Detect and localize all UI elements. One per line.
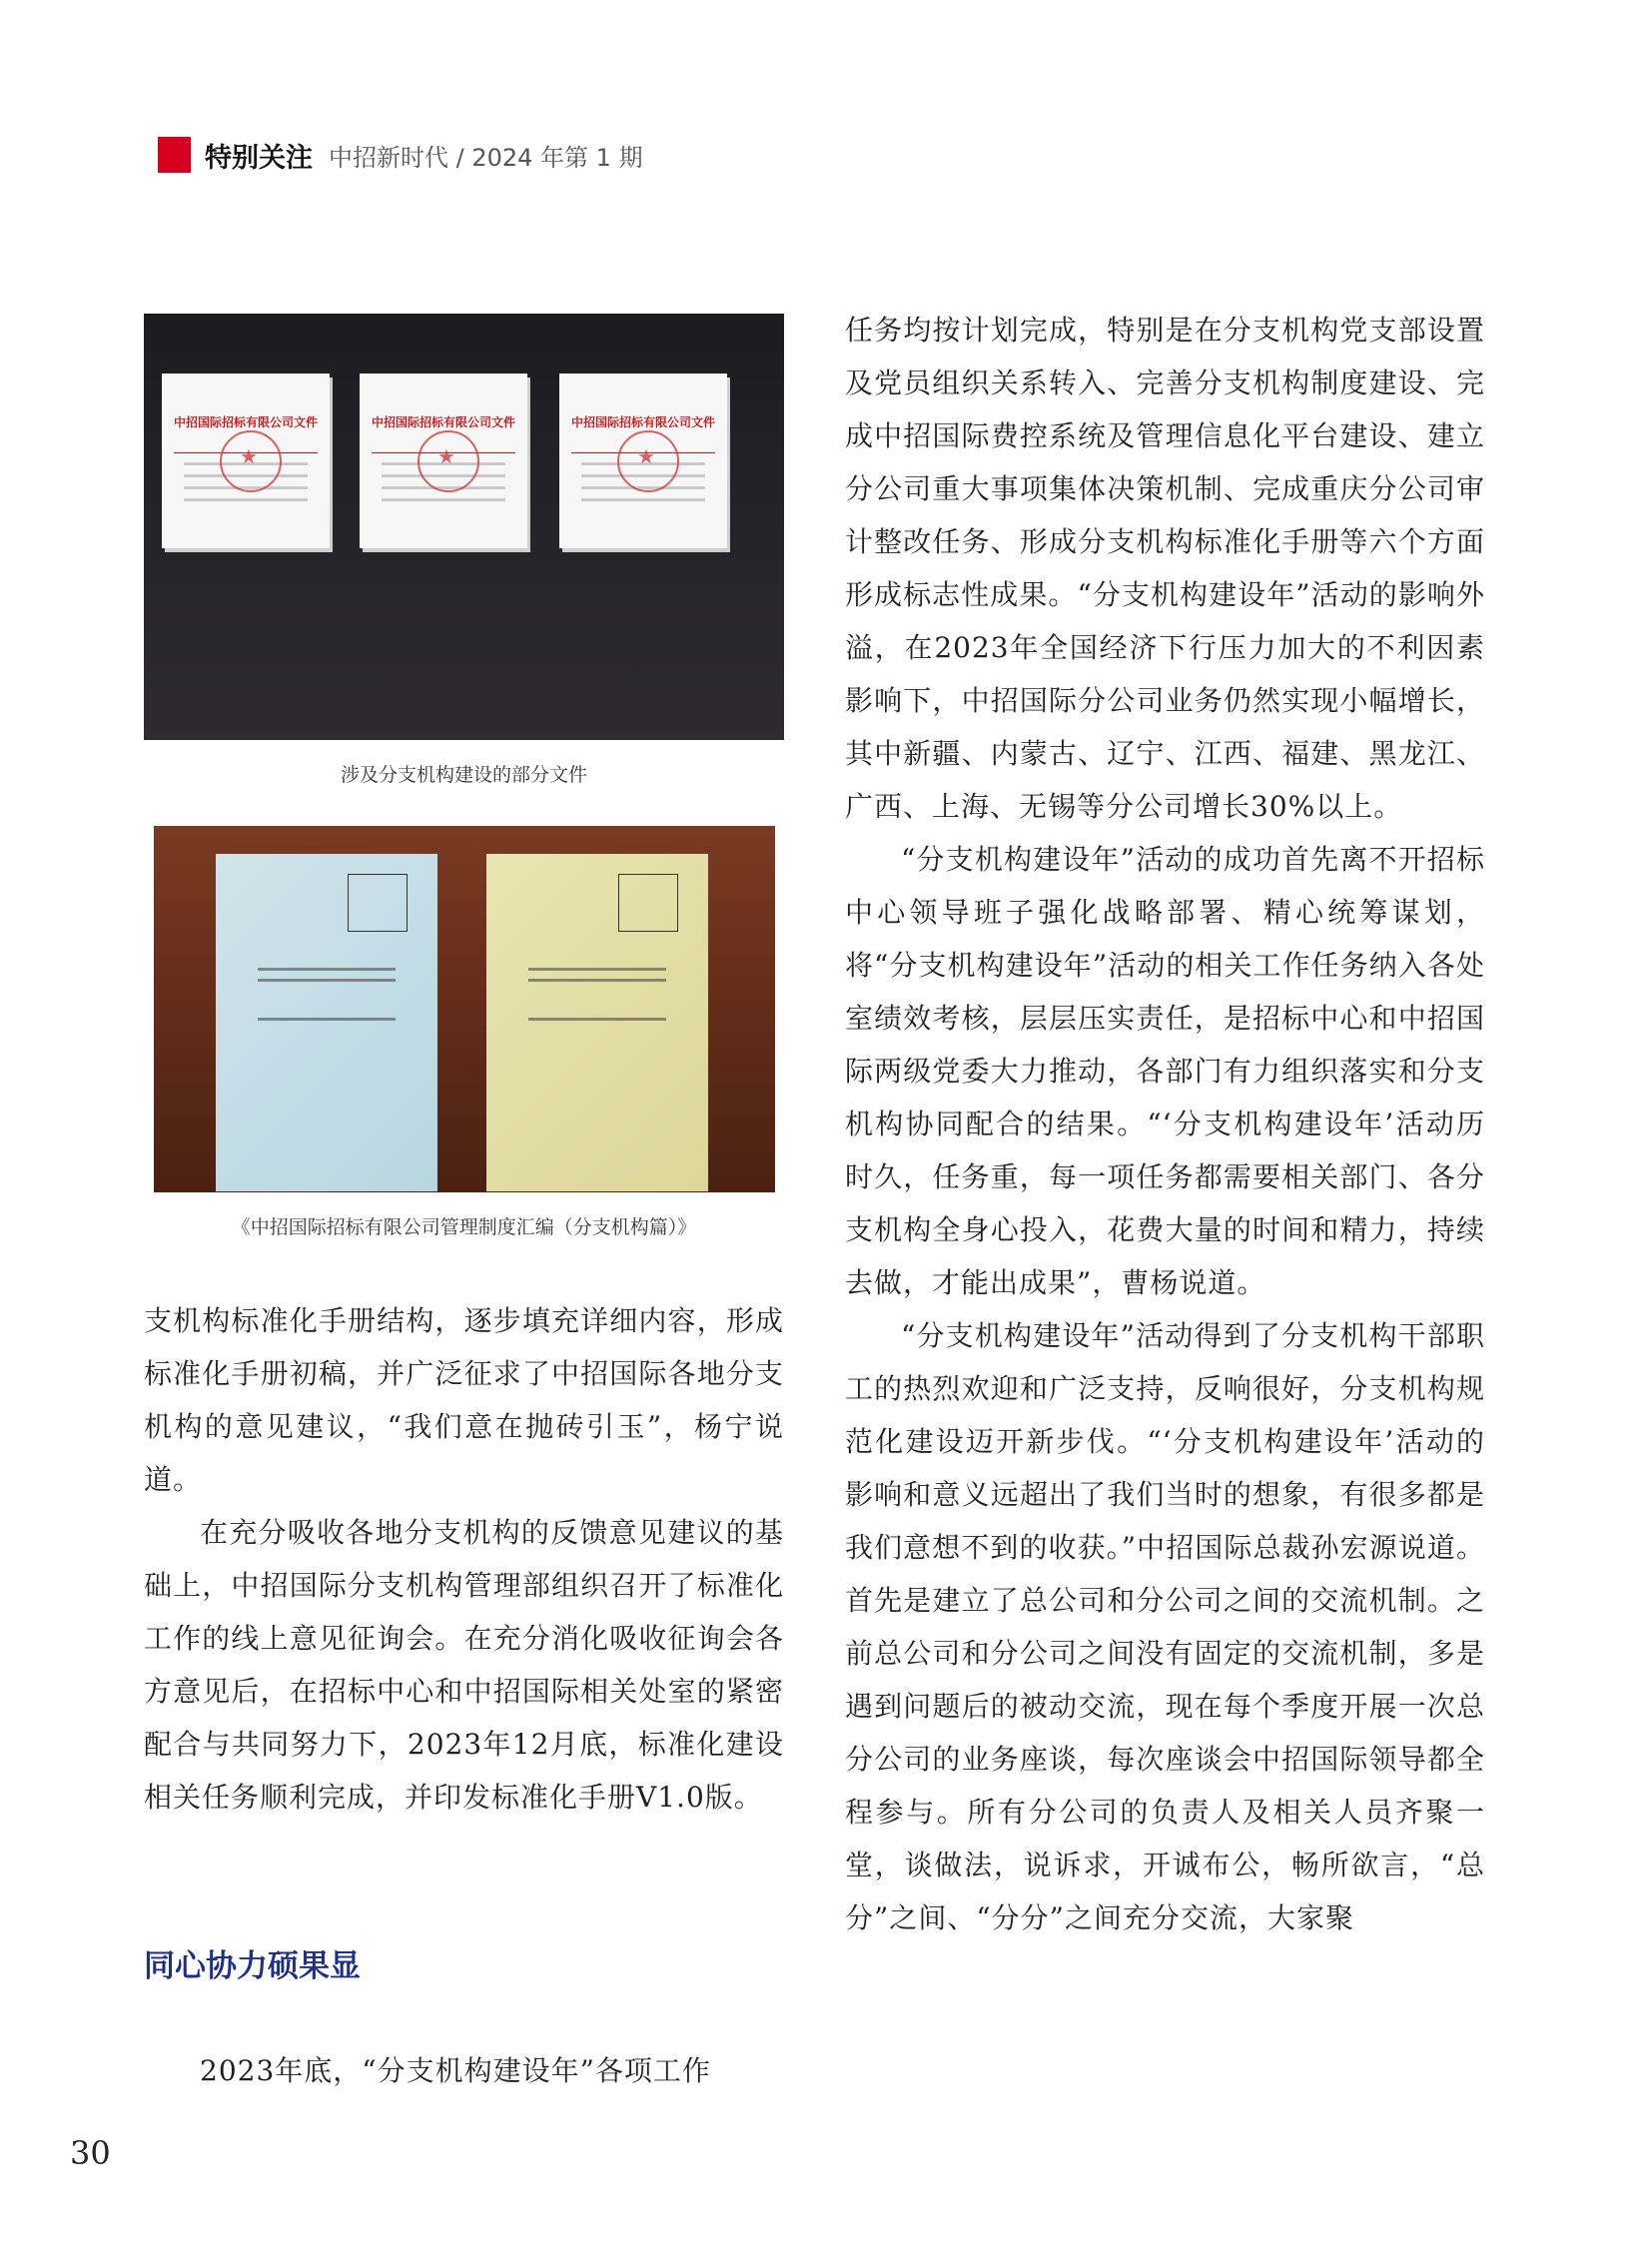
document-1-title: 中招国际招标有限公司文件 [173, 415, 318, 429]
paragraph: 任务均按计划完成，特别是在分支机构党支部设置及党员组织关系转入、完善分支机构制度建设、完成中招国际费控系统及管理信息化平台建设、建立分公司重大事项集体决策机制、完成重庆分公司审计整改任务、形成分支机构标准化手册等六个方面形成标志性成果。“分支机构建设年”活动的影响外溢，在2023年全国经济下行压力加大的不利因素影响下，中招国际分公司业务仍然实现小幅增长，其中新疆、内蒙古、辽宁、江西、福建、黑龙江、广西、上海、无锡等分公司增长30%以上。 [845, 314, 1485, 823]
right-column [845, 304, 1485, 1944]
document-3 [559, 374, 727, 548]
document-2-title: 中招国际招标有限公司文件 [371, 415, 515, 429]
confidential-stamp [618, 874, 678, 932]
paragraph: 在充分吸收各地分支机构的反馈意见建议的基础上，中招国际分支机构管理部组织召开了标准化工作的线上意见征询会。在充分消化吸收征询会各方意见后，在招标中心和中招国际相关处室的紧密配合与共同努力下，2023年12月底，标准化建设相关任务顺利完成，并印发标准化手册V1.0版。 [144, 1516, 784, 1814]
section-subheading: 同心协力硕果显 [144, 1948, 361, 1984]
photo-documents [144, 314, 784, 740]
document-1 [162, 374, 330, 548]
paragraph: “分支机构建设年”活动的成功首先离不开招标中心领导班子强化战略部署、精心统筹谋划，将“分支机构建设年”活动的相关工作任务纳入各处室绩效考核，层层压实责任，是招标中心和中招国际两级党委大力推动，各部门有力组织落实和分支机构协同配合的结果。“‘分支机构建设年’活动历时久，任务重，每一项任务都需要相关部门、各分支机构全身心投入，花费大量的时间和精力，持续去做，才能出成果”，曹杨说道。 [845, 843, 1485, 1299]
photo-documents-caption: 涉及分支机构建设的部分文件 [340, 764, 587, 786]
seal-icon [617, 430, 679, 492]
left-column [144, 1294, 784, 1824]
paragraph: 2023年底，“分支机构建设年”各项工作 [200, 2054, 711, 2087]
issue-label: 中招新时代 / 2024 年第 1 期 [329, 143, 643, 172]
paragraph: “分支机构建设年”活动得到了分支机构干部职工的热烈欢迎和广泛支持，反响很好，分支机构规范化建设迈开新步伐。“‘分支机构建设年’活动的影响和意义远超出了我们当时的想象，有很多都是我们意想不到的收获。”中招国际总裁孙宏源说道。首先是建立了总公司和分公司之间的交流机制。之前总公司和分公司之间没有固定的交流机制，多是遇到问题后的被动交流，现在每个季度开展一次总分公司的业务座谈，每次座谈会中招国际领导都全程参与。所有分公司的负责人及相关人员齐聚一堂，谈做法，说诉求，开诚布公，畅所欲言，“总分”之间、“分分”之间充分交流，大家聚 [845, 1319, 1485, 1934]
seal-icon [220, 430, 282, 492]
handbook-blue [216, 854, 437, 1191]
photo-handbooks [154, 826, 775, 1192]
document-2 [360, 374, 527, 548]
page-number: 30 [70, 2134, 111, 2172]
page-header [158, 136, 643, 174]
seal-icon [417, 430, 479, 492]
document-3-title: 中招国际招标有限公司文件 [570, 415, 715, 429]
left-column-bottom [144, 2044, 784, 2097]
photo-handbooks-caption: 《中招国际招标有限公司管理制度汇编（分支机构篇）》 [231, 1216, 697, 1238]
paragraph: 支机构标准化手册结构，逐步填充详细内容，形成标准化手册初稿，并广泛征求了中招国际各地分支机构的意见建议，“我们意在抛砖引玉”，杨宁说道。 [144, 1304, 784, 1496]
section-marker [158, 137, 191, 173]
section-title: 特别关注 [205, 142, 313, 174]
handbook-yellow [486, 854, 708, 1191]
confidential-stamp [348, 874, 408, 932]
